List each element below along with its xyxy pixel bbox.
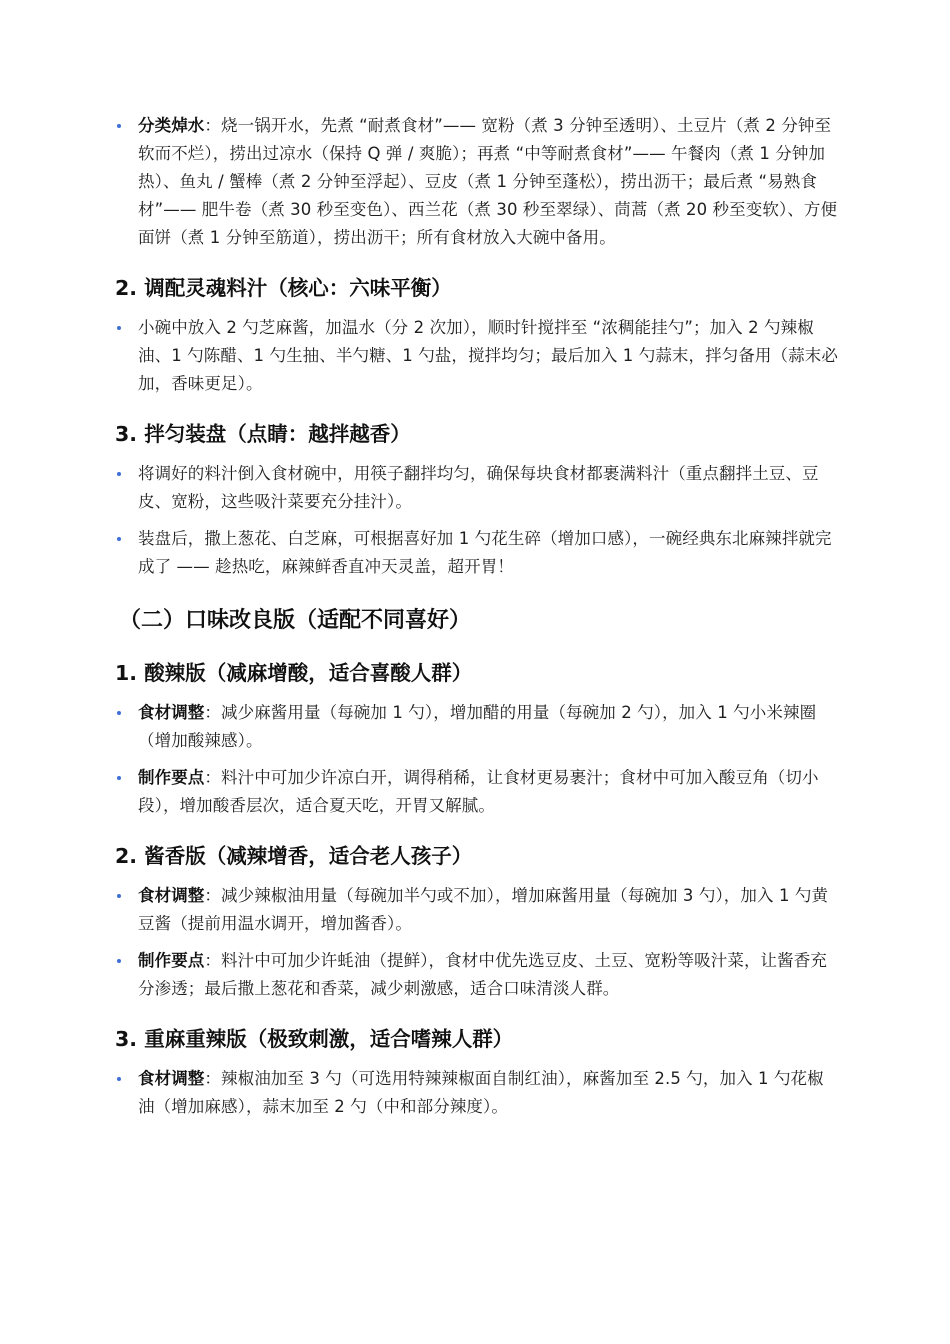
item-text: ：烧一锅开水，先煮 “耐煮食材”—— 宽粉（煮 3 分钟至透明）、土豆片（煮 2 分钟至软而不烂），捞出过凉水（保持 Q 弹 / 爽脆）；再煮 “中等耐煮食材”—— 午餐肉（煮 1 分钟加热）、鱼丸 / 蟹棒（煮 2 分钟至浮起）、豆皮（煮 1 分钟至蓬松），捞出沥干；最后煮 “易熟食材”—— 肥牛卷（煮 30 秒至变色）、西兰花（煮 30 秒至翠绿）、茼蒿（煮 20 秒至变软）、方便面饼（煮 1 分钟至筋道），捞出沥干；所有食材放入大碗中备用。 <box>138 116 838 247</box>
item-text: ：辣椒油加至 3 勺（可选用特辣辣椒面自制红油），麻酱加至 2.5 勺，加入 1 勺花椒油（增加麻感），蒜末加至 2 勺（中和部分辣度）。 <box>138 1069 824 1116</box>
item-label: 食材调整 <box>138 703 205 722</box>
list-item-mixing <box>115 460 840 516</box>
item-label: 食材调整 <box>138 886 205 905</box>
section-heading-sauce-flavor: 2. 酱香版（减辣增香，适合老人孩子） <box>115 844 473 868</box>
list-item-sour-tips <box>115 764 840 820</box>
chapter-heading-variants: （二）口味改良版（适配不同喜好） <box>119 608 472 633</box>
item-label: 制作要点 <box>138 768 205 787</box>
list-item-sauce <box>115 314 840 398</box>
item-text: ：减少辣椒油用量（每碗加半勺或不加），增加麻酱用量（每碗加 3 勺），加入 1 勺黄豆酱（提前用温水调开，增加酱香）。 <box>138 886 829 933</box>
list-item-sour-ingredients <box>115 699 840 755</box>
list-item-plating <box>115 525 840 581</box>
item-text: 小碗中放入 2 勺芝麻酱，加温水（分 2 次加），顺时针搅拌至 “浓稠能挂勺”；加入 2 勺辣椒油、1 勺陈醋、1 勺生抽、半勺糖、1 勺盐，搅拌均匀；最后加入 1 勺蒜末，拌匀备用（蒜末必加，香味更足）。 <box>138 318 838 393</box>
item-text: ：料汁中可加少许凉白开，调得稍稀，让食材更易裹汁；食材中可加入酸豆角（切小段），增加酸香层次，适合夏天吃，开胃又解腻。 <box>138 768 819 815</box>
list-item-blanching <box>115 112 840 252</box>
item-text: 将调好的料汁倒入食材碗中，用筷子翻拌均匀，确保每块食材都裹满料汁（重点翻拌土豆、豆皮、宽粉，这些吸汁菜要充分挂汁）。 <box>138 464 819 511</box>
item-label: 分类焯水 <box>138 116 205 135</box>
item-text: ：料汁中可加少许蚝油（提鲜），食材中优先选豆皮、土豆、宽粉等吸汁菜，让酱香充分渗透；最后撒上葱花和香菜，减少刺激感，适合口味清淡人群。 <box>138 951 827 998</box>
list-item-sauce-ingredients <box>115 882 840 938</box>
section-heading-sauce: 2. 调配灵魂料汁（核心：六味平衡） <box>115 276 452 300</box>
section-heading-mixing: 3. 拌匀装盘（点睛：越拌越香） <box>115 422 411 446</box>
item-label: 食材调整 <box>138 1069 205 1088</box>
list-item-sauce-tips <box>115 947 840 1003</box>
section-heading-sour-spicy: 1. 酸辣版（减麻增酸，适合喜酸人群） <box>115 661 473 685</box>
section-heading-extra-spicy: 3. 重麻重辣版（极致刺激，适合嗜辣人群） <box>115 1027 514 1051</box>
list-item-spicy-ingredients <box>115 1065 840 1121</box>
item-label: 制作要点 <box>138 951 205 970</box>
item-text: 装盘后，撒上葱花、白芝麻，可根据喜好加 1 勺花生碎（增加口感），一碗经典东北麻辣拌就完成了 —— 趁热吃，麻辣鲜香直冲天灵盖，超开胃！ <box>138 529 832 576</box>
item-text: ：减少麻酱用量（每碗加 1 勺），增加醋的用量（每碗加 2 勺），加入 1 勺小米辣圈（增加酸辣感）。 <box>138 703 817 750</box>
